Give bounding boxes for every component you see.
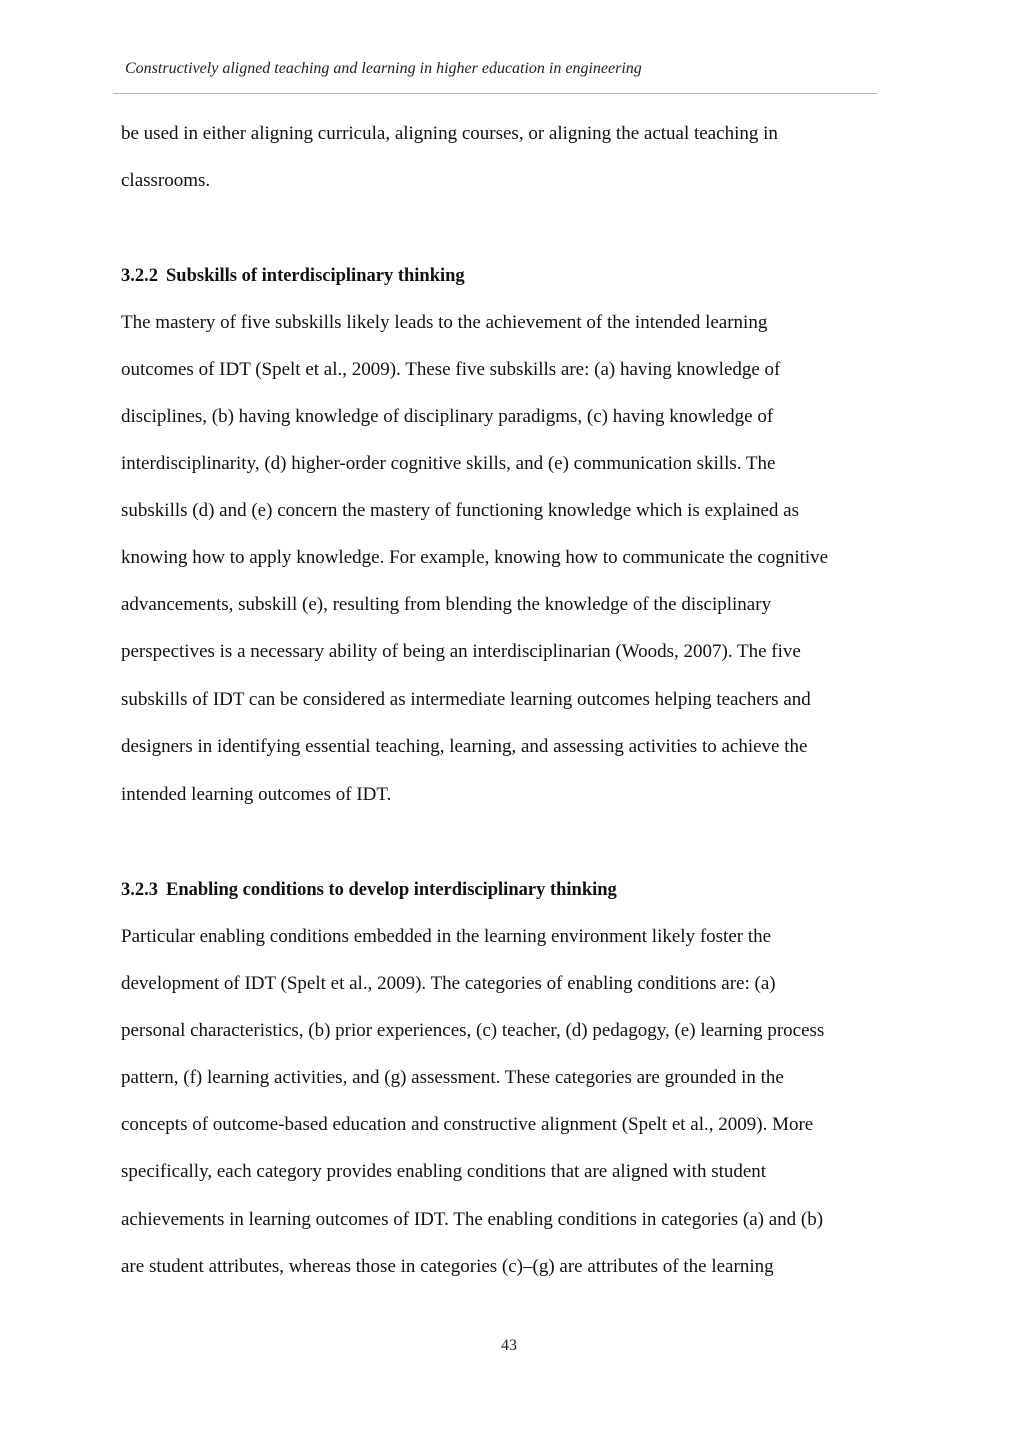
section-heading-3-2-2 [121,264,465,288]
page-number: 43 [501,1337,517,1354]
body-line: personal characteristics, (b) prior experiences, (c) teacher, (d) pedagogy, (e) learning process [121,1020,825,1041]
body-line: specifically, each category provides enabling conditions that are aligned with student [121,1161,767,1182]
intro-line-2: classrooms. [121,170,211,191]
body-line: The mastery of five subskills likely leads to the achievement of the intended learning [121,312,768,333]
body-line: interdisciplinarity, (d) higher-order cognitive skills, and (e) communication skills. The [121,453,776,474]
body-line: outcomes of IDT (Spelt et al., 2009). These five subskills are: (a) having knowledge of [121,359,781,380]
section-number: 3.2.2 [121,266,158,286]
body-line: designers in identifying essential teaching, learning, and assessing activities to achieve the [121,736,808,757]
body-line: perspectives is a necessary ability of being an interdisciplinarian (Woods, 2007). The five [121,641,801,662]
intro-line-1: be used in either aligning curricula, aligning courses, or aligning the actual teaching in [121,123,778,144]
section-number: 3.2.3 [121,880,158,900]
running-header: Constructively aligned teaching and learning in higher education in engineering [125,60,642,77]
body-line: Particular enabling conditions embedded in the learning environment likely foster the [121,926,772,947]
body-line: development of IDT (Spelt et al., 2009). The categories of enabling conditions are: (a) [121,973,776,994]
body-line: disciplines, (b) having knowledge of disciplinary paradigms, (c) having knowledge of [121,406,774,427]
body-line: are student attributes, whereas those in categories (c)–(g) are attributes of the learning [121,1256,774,1277]
body-line: subskills (d) and (e) concern the mastery of functioning knowledge which is explained as [121,500,800,521]
body-line: subskills of IDT can be considered as intermediate learning outcomes helping teachers and [121,689,811,710]
body-line: achievements in learning outcomes of IDT. The enabling conditions in categories (a) and (b) [121,1209,824,1230]
body-line: concepts of outcome-based education and constructive alignment (Spelt et al., 2009). More [121,1114,814,1135]
body-line: pattern, (f) learning activities, and (g) assessment. These categories are grounded in the [121,1067,784,1088]
section-heading-3-2-3 [121,878,617,902]
body-line: knowing how to apply knowledge. For example, knowing how to communicate the cognitive [121,547,829,568]
section-title: Subskills of interdisciplinary thinking [166,266,465,286]
section-title: Enabling conditions to develop interdisciplinary thinking [166,880,617,900]
body-line: intended learning outcomes of IDT. [121,784,392,805]
body-line: advancements, subskill (e), resulting from blending the knowledge of the disciplinary [121,594,772,615]
header-divider [113,93,877,94]
